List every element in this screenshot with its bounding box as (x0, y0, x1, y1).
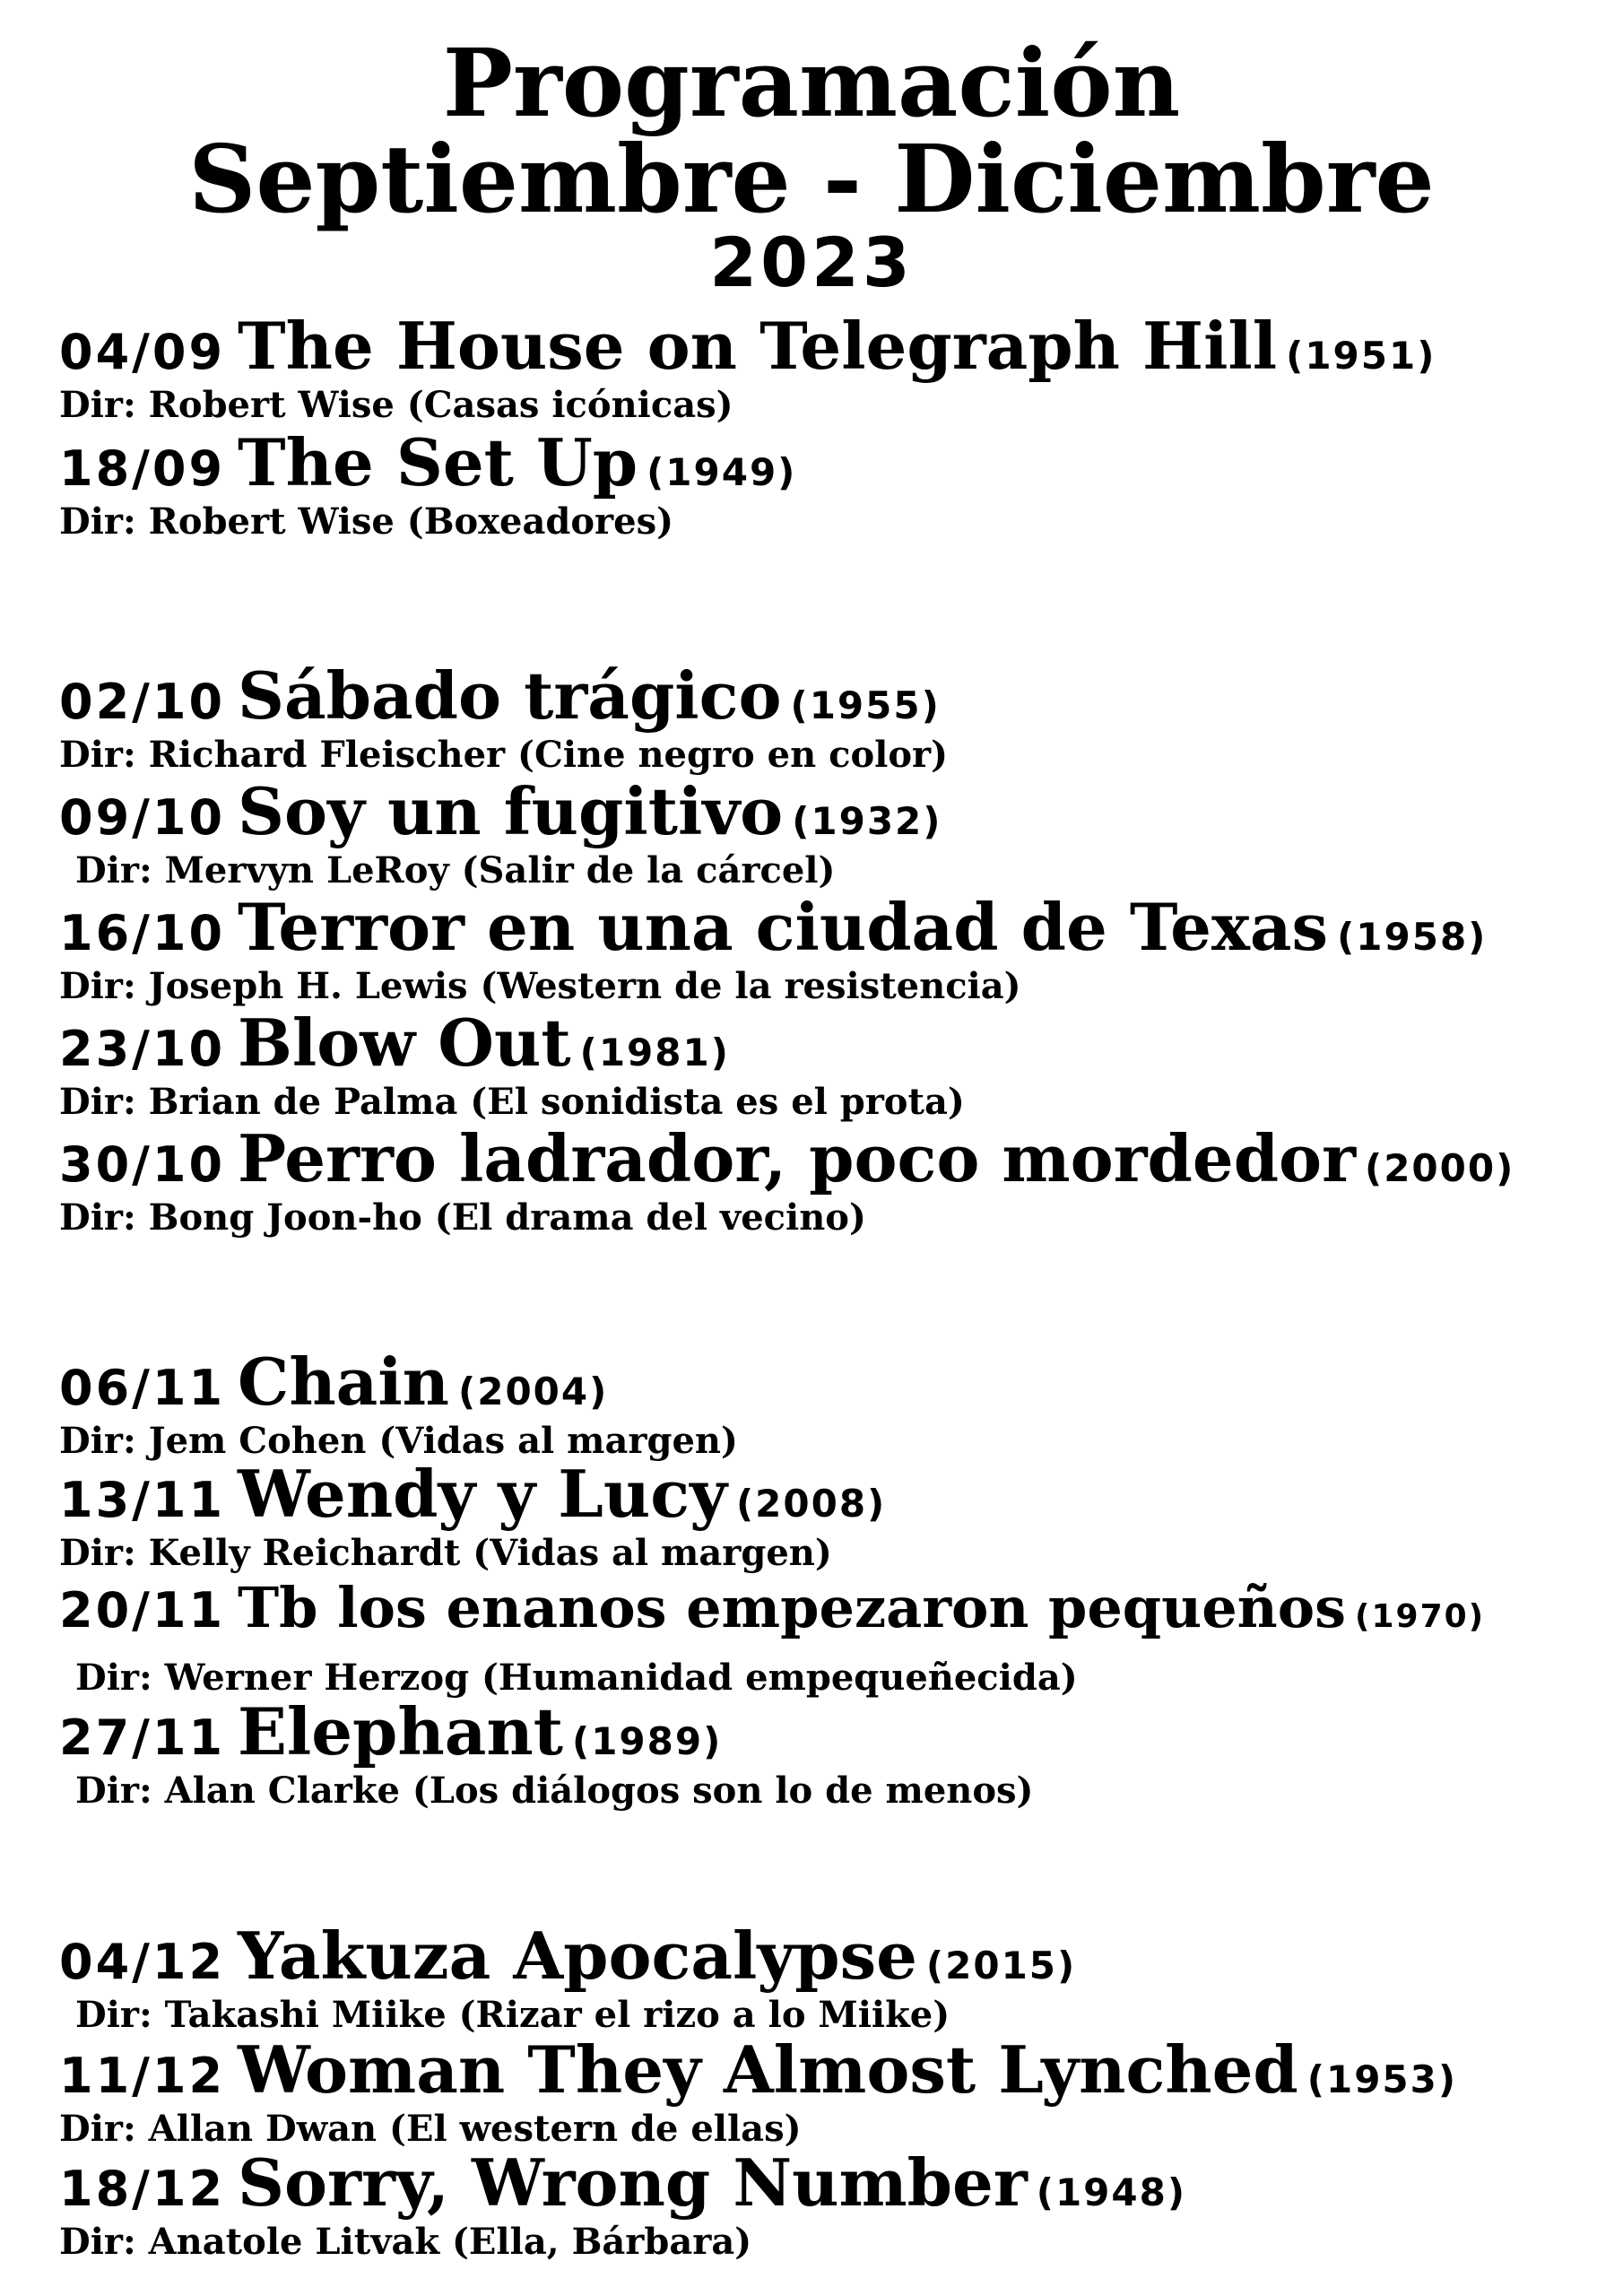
film-director: Dir: Jem Cohen (Vidas al margen) (59, 1420, 738, 1462)
film-date: 04/12 (59, 1934, 226, 1990)
film-date: 06/11 (59, 1360, 226, 1416)
film-entry (59, 775, 942, 893)
film-date: 27/11 (59, 1709, 226, 1766)
film-year: (2004) (458, 1370, 609, 1413)
film-title: Tb los enanos empezaron pequeños (238, 1575, 1347, 1640)
film-date: 13/11 (59, 1472, 226, 1528)
film-year: (1970) (1355, 1598, 1486, 1635)
film-director: Dir: Robert Wise (Casas icónicas) (59, 384, 733, 426)
film-title: Woman They Almost Lynched (238, 2031, 1298, 2108)
film-year: (1932) (792, 799, 942, 843)
film-title: Blow Out (238, 1004, 571, 1081)
film-year: (1949) (647, 450, 797, 494)
film-director: Dir: Richard Fleischer (Cine negro en color) (59, 734, 949, 776)
film-year: (1948) (1036, 2170, 1187, 2214)
film-year: (1955) (790, 683, 941, 727)
page-subtitle: Septiembre - Diciembre (188, 124, 1435, 234)
film-entry (59, 1006, 965, 1125)
film-year: (1981) (579, 1031, 730, 1074)
film-year: (1958) (1337, 915, 1488, 959)
film-entry (59, 309, 1436, 428)
film-title: Wendy y Lucy (238, 1456, 727, 1532)
film-title: Chain (238, 1344, 450, 1420)
film-entry (59, 1122, 1515, 1240)
film-entry (59, 891, 1487, 1009)
film-year: (1953) (1306, 2057, 1458, 2101)
film-date: 20/11 (59, 1582, 226, 1639)
film-year: (2015) (925, 1944, 1077, 1987)
film-year: (1989) (572, 1719, 723, 1763)
film-director: Dir: Alan Clarke (Los diálogos son lo de menos) (75, 1770, 1034, 1812)
film-entry (59, 426, 796, 544)
film-director: Dir: Brian de Palma (El sonidista es el prota) (59, 1081, 965, 1123)
film-director: Dir: Mervyn LeRoy (Salir de la cárcel) (75, 849, 836, 891)
film-title: Sábado trágico (238, 657, 782, 734)
film-date: 09/10 (59, 789, 226, 846)
film-date: 23/10 (59, 1021, 226, 1077)
film-title: Sorry, Wrong Number (238, 2144, 1028, 2221)
film-entry (59, 659, 948, 778)
page-year: 2023 (709, 222, 914, 302)
film-entry (59, 1571, 1485, 1700)
film-title: Elephant (238, 1693, 564, 1770)
film-date: 16/10 (59, 905, 226, 961)
film-year: (2000) (1365, 1146, 1515, 1190)
film-date: 11/12 (59, 2048, 226, 2104)
film-director: Dir: Anatole Litvak (Ella, Bárbara) (59, 2221, 752, 2263)
film-title: Perro ladrador, poco mordedor (238, 1120, 1357, 1196)
film-title: The House on Telegraph Hill (238, 308, 1278, 384)
film-director: Dir: Kelly Reichardt (Vidas al margen) (59, 1532, 832, 1574)
film-year: (1951) (1286, 334, 1436, 378)
film-entry (59, 1457, 886, 1576)
film-director: Dir: Robert Wise (Boxeadores) (59, 500, 674, 543)
film-date: 18/12 (59, 2161, 226, 2217)
film-title: Yakuza Apocalypse (238, 1918, 917, 1994)
film-title: Terror en una ciudad de Texas (238, 889, 1329, 965)
film-director: Dir: Allan Dwan (El western de ellas) (59, 2108, 802, 2150)
film-entry (59, 2033, 1457, 2152)
film-entry (59, 1695, 1033, 1813)
page-title: Programación (442, 28, 1181, 138)
film-title: Soy un fugitivo (238, 773, 784, 849)
film-director: Dir: Bong Joon-ho (El drama del vecino) (59, 1196, 866, 1239)
film-year: (2008) (735, 1482, 887, 1526)
film-date: 04/09 (59, 324, 226, 380)
film-entry (59, 1919, 1076, 2038)
film-director: Dir: Joseph H. Lewis (Western de la resistencia) (59, 965, 1021, 1007)
film-director: Dir: Werner Herzog (Humanidad empequeñecida) (75, 1657, 1078, 1699)
film-entry (59, 2146, 1186, 2265)
film-title: The Set Up (238, 424, 638, 500)
film-entry (59, 1345, 738, 1464)
film-date: 02/10 (59, 674, 226, 730)
film-date: 18/09 (59, 440, 226, 497)
film-date: 30/10 (59, 1136, 226, 1193)
film-director: Dir: Takashi Miike (Rizar el rizo a lo Miike) (75, 1994, 950, 2036)
